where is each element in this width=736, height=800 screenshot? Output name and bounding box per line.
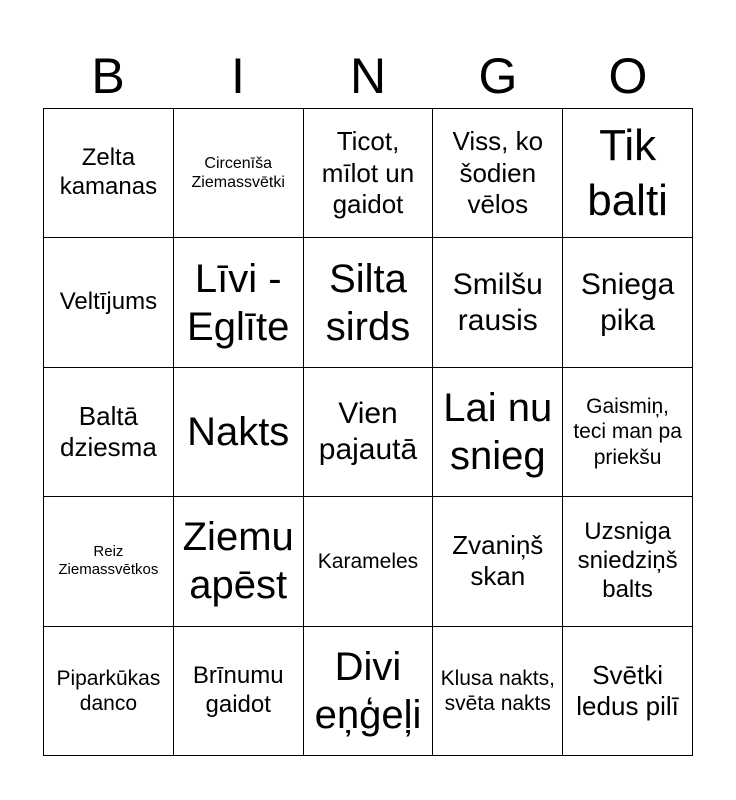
bingo-cell[interactable] bbox=[304, 497, 434, 626]
cell-text: Karameles bbox=[317, 549, 419, 573]
bingo-cell[interactable] bbox=[563, 368, 693, 497]
cell-text: Uzsniga sniedziņš balts bbox=[577, 518, 678, 603]
cell-text: Reiz Ziemassvētkos bbox=[58, 543, 159, 579]
cell-text: Gaismiņ, teci man pa priekšu bbox=[573, 395, 682, 469]
bingo-cell[interactable] bbox=[563, 238, 693, 367]
bingo-cell[interactable] bbox=[304, 627, 434, 756]
bingo-cell[interactable] bbox=[44, 627, 174, 756]
cell-text: Nakts bbox=[187, 409, 290, 454]
bingo-cell[interactable] bbox=[174, 109, 304, 238]
cell-text: Zvaniņš skan bbox=[452, 530, 544, 592]
header-letter-n: N bbox=[349, 48, 387, 104]
bingo-cell[interactable] bbox=[563, 497, 693, 626]
bingo-cell[interactable] bbox=[174, 368, 304, 497]
cell-text: Vien pajautā bbox=[318, 396, 418, 466]
bingo-header bbox=[43, 44, 693, 108]
cell-text: Tik balti bbox=[587, 121, 668, 226]
cell-text: Svētki ledus pilī bbox=[576, 659, 679, 721]
bingo-cell[interactable] bbox=[433, 238, 563, 367]
cell-text: Veltījums bbox=[59, 288, 158, 316]
bingo-cell[interactable] bbox=[304, 238, 434, 367]
bingo-cell[interactable] bbox=[433, 627, 563, 756]
header-letter-i: I bbox=[231, 48, 245, 104]
cell-text: Viss, ko šodien vēlos bbox=[452, 126, 544, 219]
cell-text: Līvi - Eglīte bbox=[187, 256, 290, 349]
bingo-cell[interactable] bbox=[304, 109, 434, 238]
bingo-card-grid bbox=[43, 108, 693, 756]
cell-text: Brīnumu gaidot bbox=[192, 661, 284, 718]
cell-text: Ziemu apēst bbox=[182, 515, 294, 608]
bingo-cell[interactable] bbox=[433, 497, 563, 626]
cell-text: Baltā dziesma bbox=[59, 400, 157, 462]
bingo-cell[interactable] bbox=[433, 368, 563, 497]
cell-text: Piparkūkas danco bbox=[56, 666, 161, 715]
bingo-cell[interactable] bbox=[563, 109, 693, 238]
header-letter-b: B bbox=[91, 48, 125, 104]
cell-text: Zelta kamanas bbox=[59, 144, 158, 201]
bingo-cell[interactable] bbox=[44, 497, 174, 626]
bingo-cell[interactable] bbox=[174, 497, 304, 626]
bingo-cell[interactable] bbox=[44, 368, 174, 497]
bingo-cell[interactable] bbox=[433, 109, 563, 238]
cell-text: Lai nu snieg bbox=[443, 385, 553, 478]
cell-text: Divi eņģeļi bbox=[314, 644, 422, 737]
header-letter-g: G bbox=[478, 48, 518, 104]
bingo-cell[interactable] bbox=[304, 368, 434, 497]
cell-text: Circenīša Ziemassvētki bbox=[191, 155, 285, 192]
bingo-cell[interactable] bbox=[44, 109, 174, 238]
bingo-cell[interactable] bbox=[44, 238, 174, 367]
header-letter-o: O bbox=[608, 48, 648, 104]
bingo-cell[interactable] bbox=[563, 627, 693, 756]
bingo-cell[interactable] bbox=[174, 627, 304, 756]
cell-text: Klusa nakts, svēta nakts bbox=[440, 666, 555, 715]
bingo-cell[interactable] bbox=[174, 238, 304, 367]
cell-text: Ticot, mīlot un gaidot bbox=[321, 126, 415, 219]
cell-text: Sniega pika bbox=[580, 267, 675, 337]
cell-text: Silta sirds bbox=[325, 256, 411, 349]
cell-text: Smilšu rausis bbox=[452, 267, 543, 337]
